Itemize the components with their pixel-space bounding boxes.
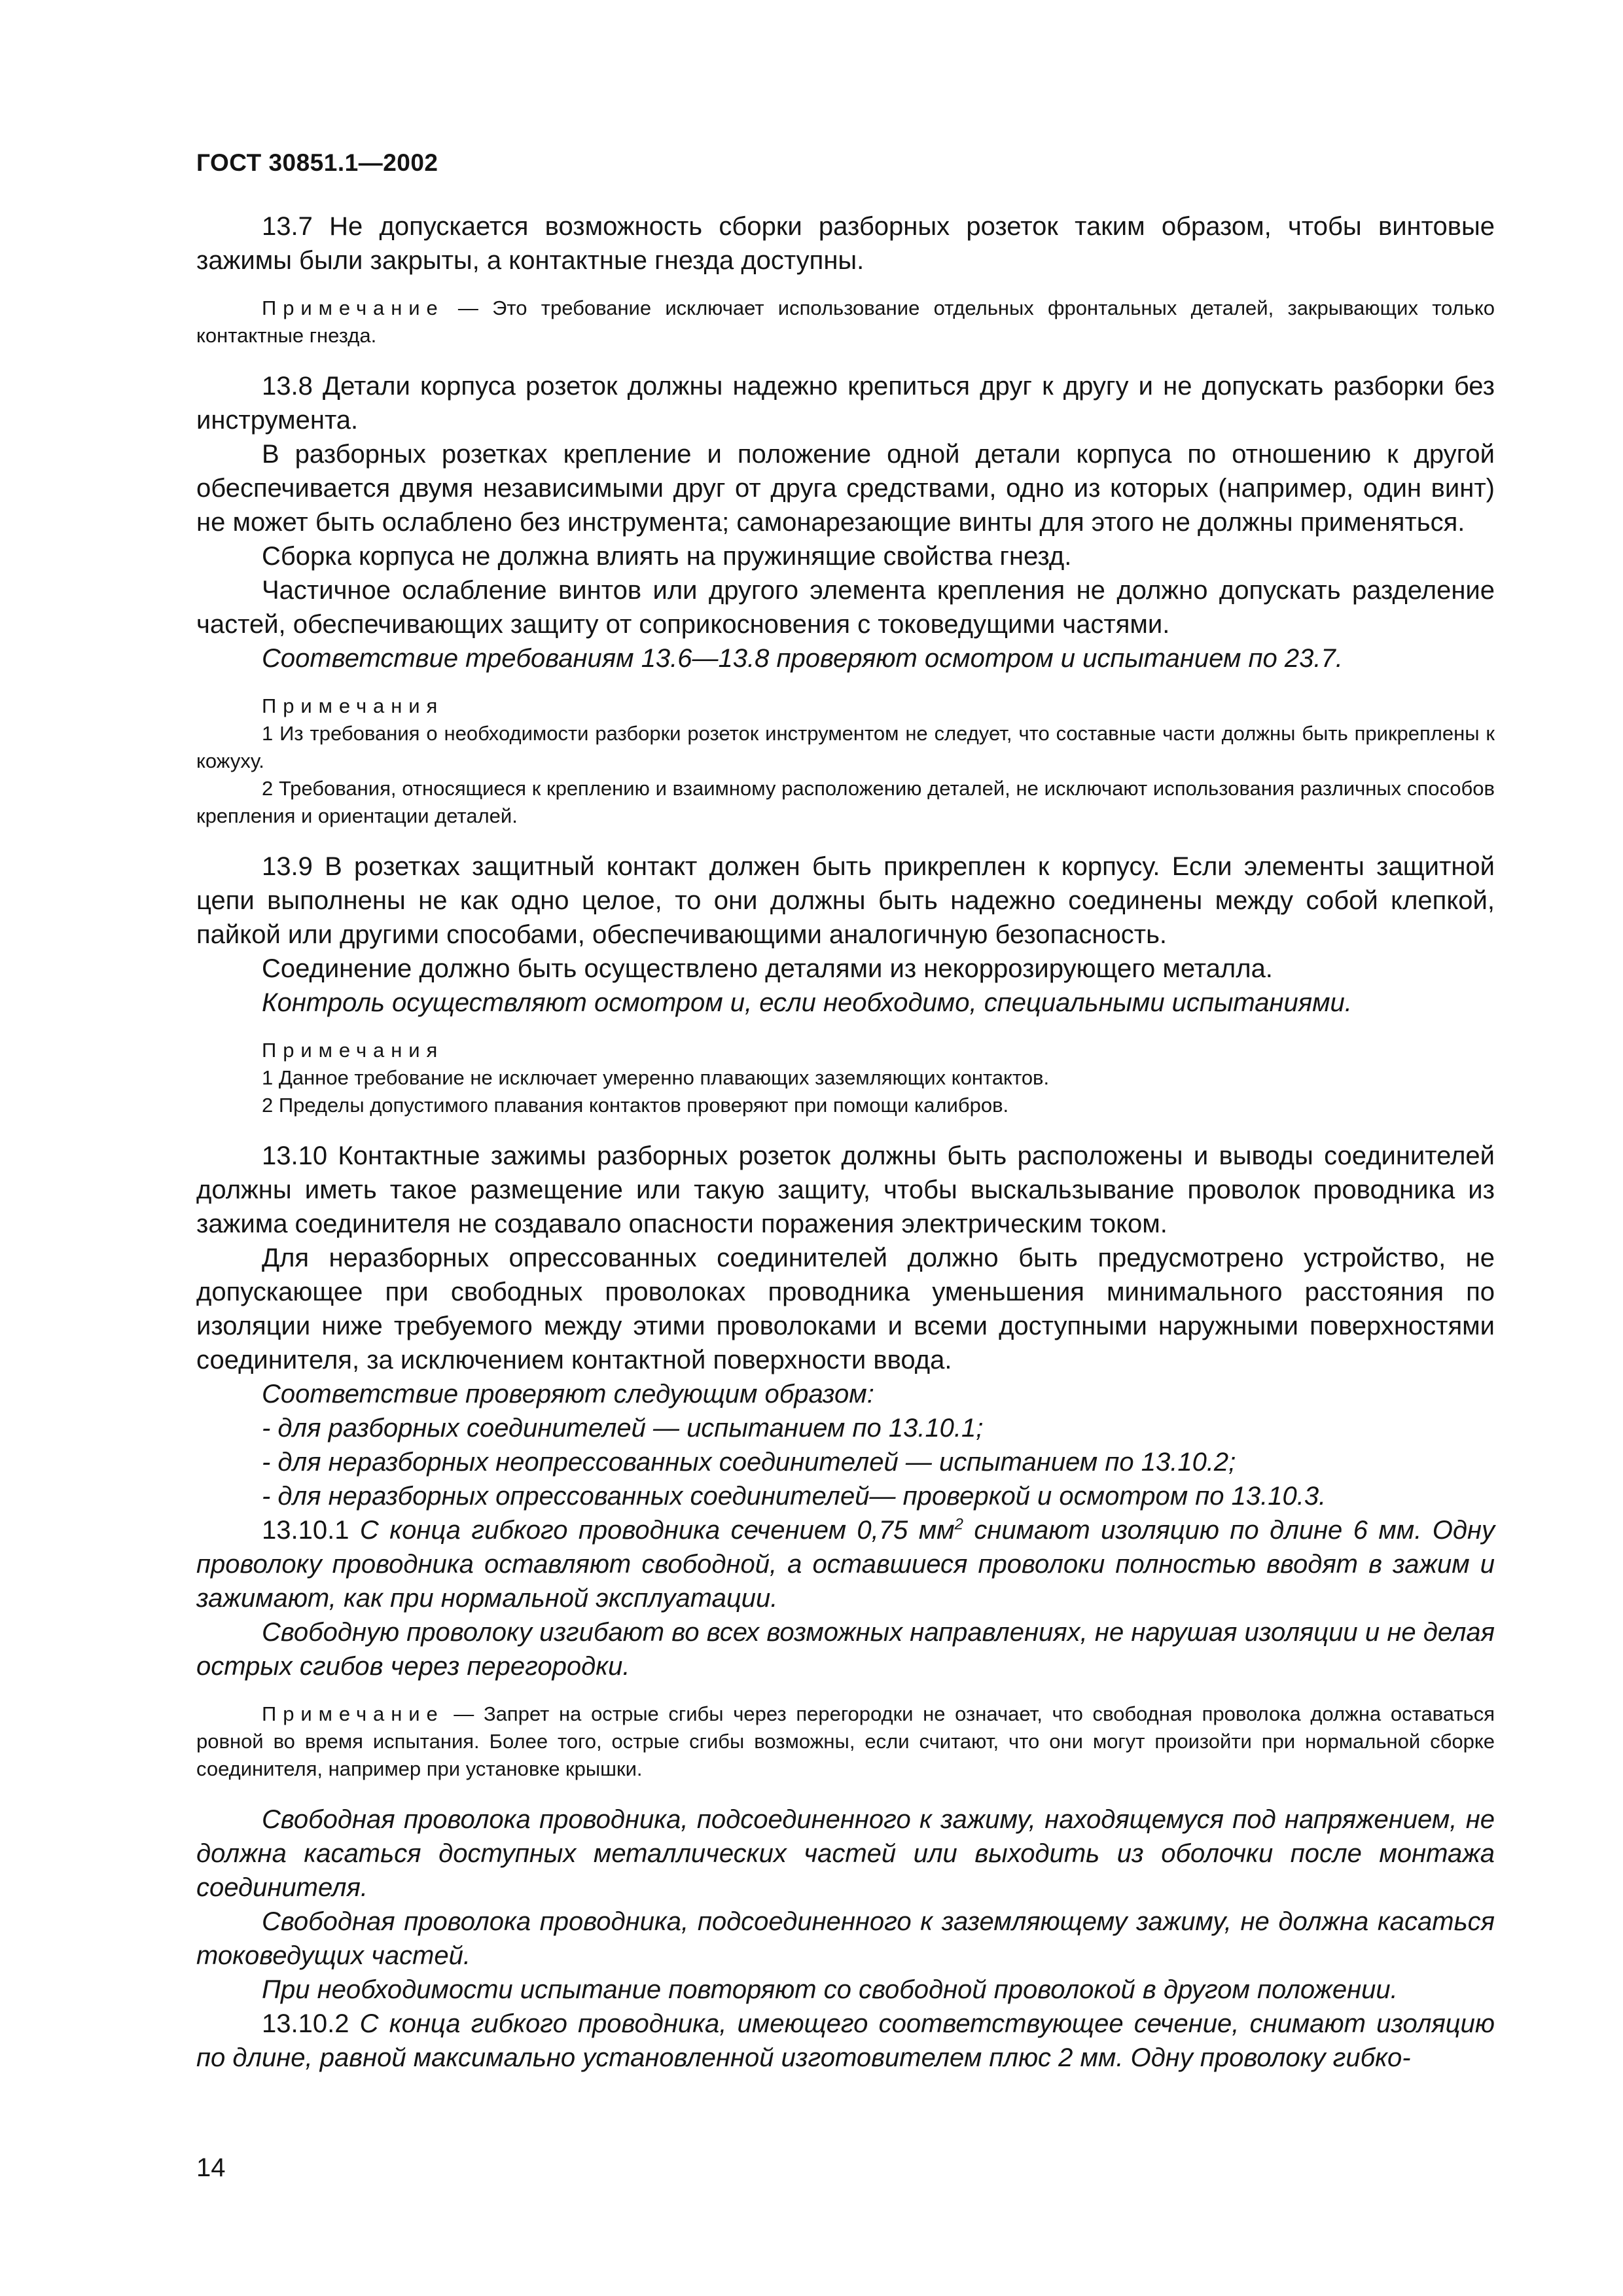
paragraph: Свободная проволока проводника, подсоединенного к зажиму, находящемуся под напряжением, не должна касаться доступных металлических частей или выходить из оболочки после монтажа соединителя. xyxy=(196,1805,1495,1902)
notes-13-8 xyxy=(196,692,1495,830)
page-number: 14 xyxy=(196,2153,226,2182)
document-header: ГОСТ 30851.1—2002 xyxy=(196,149,438,176)
paragraph: Частичное ослабление винтов или другого элемента крепления не должно допускать разделение частей, обеспечивающих защиту от соприкосновения с токоведущими частями. xyxy=(196,576,1495,639)
list-item: - для неразборных опрессованных соединителей— проверкой и осмотром по 13.10.3. xyxy=(262,1482,1327,1511)
note-item: 2 Пределы допустимого плавания контактов проверяют при помощи калибров. xyxy=(262,1094,1009,1117)
paragraph: Для неразборных опрессованных соединителей должно быть предусмотрено устройство, не допускающее при свободных проволоках проводника уменьшения минимального расстояния по изоляции ниже требуемого между этими проволоками и всеми доступными наружными поверхностями соединителя, за исключением контактной поверхности ввода. xyxy=(196,1244,1495,1374)
paragraph: Свободная проволока проводника, подсоединенного к заземляющему зажиму, не должна касаться токоведущих частей. xyxy=(196,1907,1495,1970)
note-text: — Запрет на острые сгибы через перегородки не означает, что свободная проволока должна оставаться ровной во время испытания. Более того, острые сгибы возможны, если считают, что они могут произойти при нормальной сборке соединителя, например при установке крышки. xyxy=(196,1702,1495,1780)
document-body xyxy=(196,209,1495,2075)
notes-title: Примечания xyxy=(262,694,444,717)
note-13-7 xyxy=(196,295,1495,350)
paragraph: При необходимости испытание повторяют со свободной проволокой в другом положении. xyxy=(262,1975,1398,2004)
compliance-paragraph: Контроль осуществляют осмотром и, если необходимо, специальными испытаниями. xyxy=(262,988,1352,1017)
compliance-paragraph: Соответствие проверяют следующим образом: xyxy=(262,1380,874,1408)
paragraph: Соединение должно быть осуществлено деталями из некоррозирующего металла. xyxy=(262,954,1273,983)
note-label: Примечание xyxy=(262,296,444,319)
paragraph: Свободную проволоку изгибают во всех возможных направлениях, не нарушая изоляции и не делая острых сгибов через перегородки. xyxy=(196,1618,1495,1681)
clause-number: 13.10.2 xyxy=(262,2009,360,2038)
list-item: - для разборных соединителей — испытанием по 13.10.1; xyxy=(262,1414,984,1443)
compliance-paragraph: Соответствие требованиям 13.6—13.8 проверяют осмотром и испытанием по 23.7. xyxy=(262,644,1343,673)
note-text: — Это требование исключает использование отдельных фронтальных деталей, закрывающих только контактные гнезда. xyxy=(196,296,1495,347)
paragraph: В разборных розетках крепление и положение одной детали корпуса по отношению к другой обеспечивается двумя независимыми друг от друга средствами, одно из которых (например, один винт) не может быть ослаблено без инструмента; самонарезающие винты для этого не должны применяться. xyxy=(196,440,1495,537)
clause-13-10: 13.10 Контактные зажимы разборных розеток должны быть расположены и выводы соединителей должны иметь такое размещение или такую защиту, чтобы выскальзывание проволок проводника из зажима соединителя не создавало опасности поражения электрическим током. xyxy=(196,1141,1495,1238)
clause-13-7: 13.7 Не допускается возможность сборки разборных розеток таким образом, чтобы винтовые зажимы были закрыты, а контактные гнезда доступны. xyxy=(196,212,1495,275)
clause-13-8: 13.8 Детали корпуса розеток должны надежно крепиться друг к другу и не допускать разборки без инструмента. xyxy=(196,372,1495,435)
paragraph: Сборка корпуса не должна влиять на пружинящие свойства гнезд. xyxy=(262,542,1072,571)
note-13-10-1 xyxy=(196,1700,1495,1783)
clause-number: 13.10.1 xyxy=(262,1516,360,1545)
note-item: 2 Требования, относящиеся к креплению и взаимному расположению деталей, не исключают использования различных способов крепления и ориентации деталей. xyxy=(196,777,1495,827)
note-item: 1 Из требования о необходимости разборки розеток инструментом не следует, что составные части должны быть прикреплены к кожуху. xyxy=(196,722,1495,772)
clause-13-10-2: 13.10.2 С конца гибкого проводника, имеющего соответствующее сечение, снимают изоляцию по длине, равной максимально установленной изготовителем плюс 2 мм. Одну проволоку гибко- xyxy=(196,2009,1495,2072)
clause-13-10-1: 13.10.1 С конца гибкого проводника сечением 0,75 $мм^2$ снимают изоляцию по длине 6 мм. Одну проволоку проводника оставляют свободной, а оставшиеся проволоки полностью вводят в зажим и зажимают, как при нормальной эксплуатации. xyxy=(196,1515,1495,1613)
notes-13-9 xyxy=(196,1037,1495,1119)
notes-title: Примечания xyxy=(262,1039,444,1062)
note-item: 1 Данное требование не исключает умеренно плавающих заземляющих контактов. xyxy=(262,1066,1050,1089)
note-label: Примечание xyxy=(262,1702,444,1725)
clause-13-9: 13.9 В розетках защитный контакт должен быть прикреплен к корпусу. Если элементы защитной цепи выполнены не как одно целое, то они должны быть надежно соединены между собой клепкой, пайкой или другими способами, обеспечивающими аналогичную безопасность. xyxy=(196,852,1495,949)
list-item: - для неразборных неопрессованных соединителей — испытанием по 13.10.2; xyxy=(262,1448,1236,1477)
